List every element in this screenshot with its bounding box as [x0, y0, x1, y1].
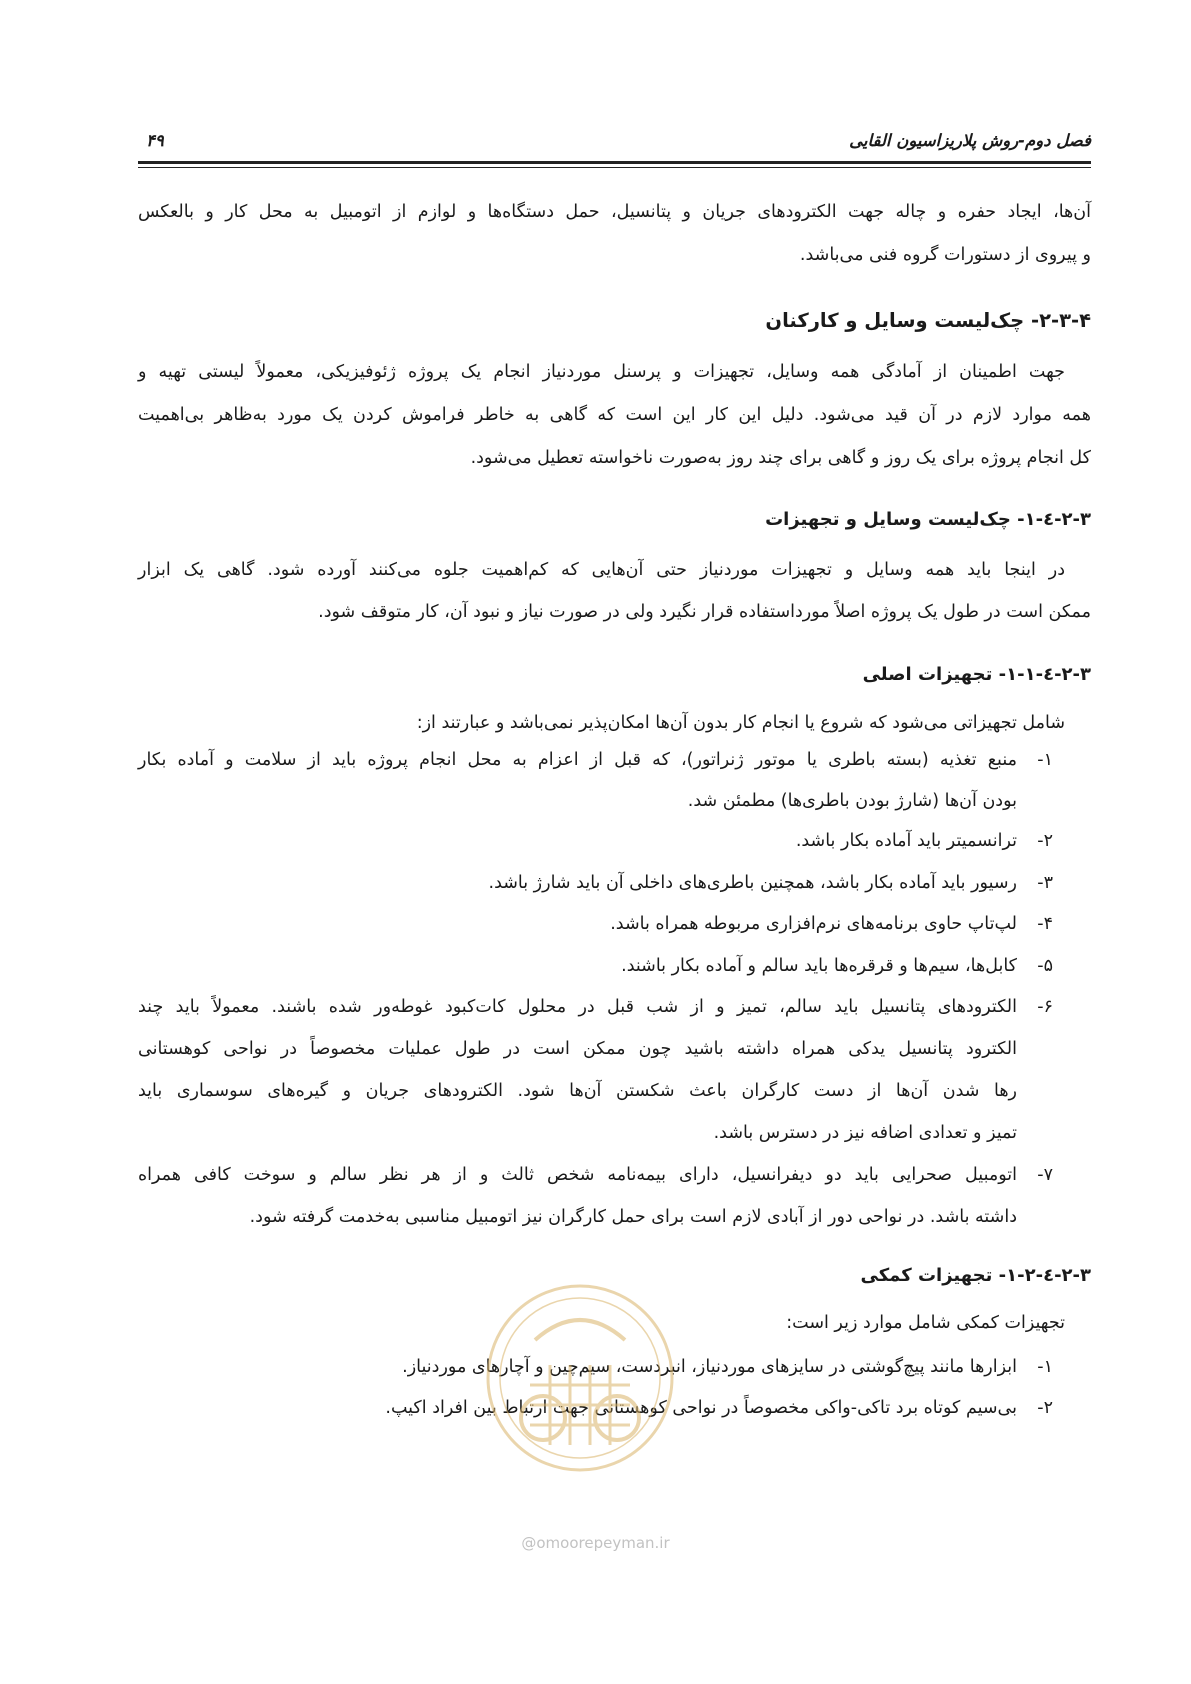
paragraph-line: کل انجام پروژه برای یک روز و گاهی برای چند روز به‌صورت ناخواسته تعطیل می‌شود.	[470, 448, 1091, 468]
watermark-seal-icon	[475, 1270, 685, 1510]
list-item-number: ۱-	[1037, 750, 1053, 770]
watermark-url: @omoorepeyman.ir	[521, 1534, 670, 1552]
list-item-line: رسیور باید آماده بکار باشد، همچنین باطری‌های داخلی آن باید شارژ باشد.	[488, 873, 1017, 893]
list-item-line: بودن آن‌ها (شارژ بودن باطری‌ها) مطمئن شد.	[687, 791, 1017, 811]
running-header	[138, 127, 1091, 157]
list-item-line: داشته باشد. در نواحی دور از آبادی لازم است برای حمل کارگران نیز اتومبیل مناسبی به‌خدمت گرفته شود.	[249, 1207, 1017, 1227]
list-item-line: ابزارها مانند پیچ‌گوشتی در سایزهای موردنیاز، انبردست، سیم‌چین و آچارهای موردنیاز.	[402, 1357, 1017, 1377]
list-item-number: ۶-	[1037, 997, 1053, 1017]
header-rule-thin	[138, 167, 1091, 168]
list-item-line: تمیز و تعدادی اضافه نیز در دسترس باشد.	[713, 1123, 1017, 1143]
paragraph-line: تجهیزات کمکی شامل موارد زیر است:	[786, 1313, 1065, 1333]
chapter-title: فصل دوم-روش پلاریزاسیون القایی	[849, 131, 1091, 150]
paragraph-line: در اینجا باید همه وسایل و تجهیزات موردنیاز حتی آن‌هایی که کم‌اهمیت جلوه می‌کنند آورده شود. گاهی یک ابزار	[138, 560, 1065, 580]
subsubsection-heading: ۲-۳-٤-۱-۱- تجهیزات اصلی	[862, 664, 1091, 685]
paragraph-line: همه موارد لازم در آن قید می‌شود. دلیل این کار این است که گاهی به خاطر فراموش کردن یک مورد به‌ظاهر بی‌اهمیت	[138, 405, 1091, 425]
list-item-line: الکترودهای پتانسیل باید سالم، تمیز و از شب قبل در محلول کات‌کبود غوطه‌ور شده باشند. معمولاً باید چند	[138, 997, 1017, 1017]
list-item-number: ۷-	[1037, 1165, 1053, 1185]
list-item-number: ۱-	[1037, 1357, 1053, 1377]
list-item-number: ۳-	[1037, 873, 1053, 893]
subsubsection-heading: ۲-۳-٤-۱-۲- تجهیزات کمکی	[860, 1265, 1091, 1286]
list-item-line: الکترود پتانسیل یدکی همراه داشته باشید چون ممکن است در طول عملیات مخصوصاً در نواحی کوهستانی	[138, 1039, 1017, 1059]
paragraph-line: و پیروی از دستورات گروه فنی می‌باشد.	[799, 245, 1091, 265]
list-item-number: ۵-	[1037, 956, 1053, 976]
subsection-heading: ۲-۳-٤-۱- چک‌لیست وسایل و تجهیزات	[765, 509, 1091, 530]
list-item-line: کابل‌ها، سیم‌ها و قرقره‌ها باید سالم و آماده بکار باشند.	[621, 956, 1017, 976]
list-item-line: ترانسمیتر باید آماده بکار باشد.	[795, 831, 1017, 851]
paragraph-line: شامل تجهیزاتی می‌شود که شروع یا انجام کار بدون آن‌ها امکان‌پذیر نمی‌باشد و عبارتند از:	[416, 713, 1065, 733]
section-heading: ۲-۳-۴- چک‌لیست وسایل و کارکنان	[765, 309, 1091, 332]
list-item-number: ۲-	[1037, 1398, 1053, 1418]
list-item-line: اتومبیل صحرایی باید دو دیفرانسیل، دارای بیمه‌نامه شخص ثالث و از هر نظر سالم و سوخت کافی همراه	[138, 1165, 1017, 1185]
list-item-number: ۴-	[1037, 914, 1053, 934]
page-number: ۴۹	[146, 131, 164, 150]
list-item-line: لپ‌تاپ حاوی برنامه‌های نرم‌افزاری مربوطه همراه باشد.	[610, 914, 1017, 934]
list-item-line: منبع تغذیه (بسته باطری یا موتور ژنراتور)، که قبل از اعزام به محل انجام پروژه باید از سلامت و آماده بکار	[138, 750, 1017, 770]
header-rule-thick	[138, 161, 1091, 164]
paragraph-line: جهت اطمینان از آمادگی همه وسایل، تجهیزات و پرسنل موردنیاز انجام یک پروژه ژئوفیزیکی، معمولاً لیستی تهیه و	[138, 362, 1065, 382]
list-item-line: بی‌سیم کوتاه برد تاکی-واکی مخصوصاً در نواحی کوهستانی جهت ارتباط بین افراد اکیپ.	[385, 1398, 1017, 1418]
paragraph-line: ممکن است در طول یک پروژه اصلاً مورداستفاده قرار نگیرد ولی در صورت نیاز و نبود آن، کار متوقف شود.	[318, 602, 1091, 622]
list-item-line: رها شدن آن‌ها از دست کارگران باعث شکستن آن‌ها شود. الکترودهای جریان و گیره‌های سوسماری باید	[138, 1081, 1017, 1101]
list-item-number: ۲-	[1037, 831, 1053, 851]
paragraph-line: آن‌ها، ایجاد حفره و چاله جهت الکترودهای جریان و پتانسیل، حمل دستگاه‌ها و لوازم از اتومبیل به محل کار و بالعکس	[138, 202, 1091, 222]
